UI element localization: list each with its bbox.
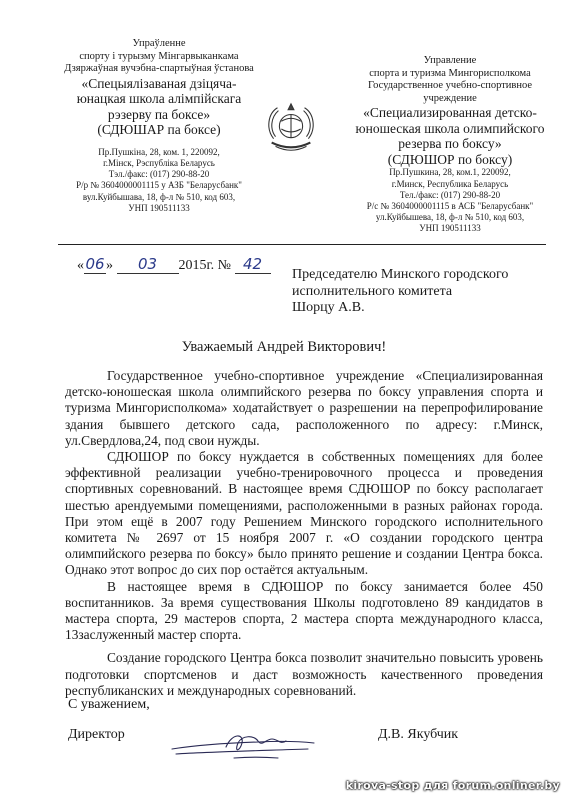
header-left-name1: «Спецыялізаваная дзіцяча- bbox=[81, 75, 237, 91]
header-right-line3: Государственное учебно-спортивное bbox=[367, 80, 533, 92]
closing-phrase: С уважением, bbox=[68, 697, 150, 712]
document-number: 42 bbox=[235, 255, 271, 274]
header-left-line2: спорту і турызму Мінгарвыканкама bbox=[79, 50, 239, 62]
header-left-addr2: г.Мінск, Рэспубліка Беларусь bbox=[103, 157, 215, 168]
letter-body bbox=[65, 368, 543, 699]
date-year: 2015г. № bbox=[178, 258, 232, 273]
header-right-unp: УНП 190511133 bbox=[419, 223, 481, 234]
date-close-quote: » bbox=[106, 258, 113, 273]
header-right-line1: Управление bbox=[423, 55, 477, 66]
header-right-abbr: (СДЮШОР по боксу) bbox=[387, 151, 513, 167]
header-right-line2: спорта и туризма Мингорисполкома bbox=[369, 67, 531, 79]
date-day: 06 bbox=[85, 255, 105, 273]
addressee-block bbox=[292, 267, 508, 317]
header-left-abbr: (СДЮШАР па боксе) bbox=[97, 122, 221, 138]
addressee-line2: исполнительного комитета bbox=[292, 283, 453, 299]
date-month: 03 bbox=[117, 255, 179, 274]
paragraph-4: Создание городского Центра бокса позволит значительно повысить уровень подготовки спортсменов и даст возможность качественного проведения республиканских и международных соревнований. bbox=[65, 650, 543, 698]
header-left-unp: УНП 190511133 bbox=[128, 202, 190, 213]
header-left-line1: Упраўленне bbox=[132, 38, 186, 49]
handwritten-signature bbox=[168, 727, 318, 767]
header-left-name2: юнацкая школа алімпійскага bbox=[76, 91, 242, 107]
document-date-number bbox=[77, 255, 271, 274]
header-left-bank2: вул.Куйбышава, 18, ф-л № 510, код 603, bbox=[82, 191, 236, 202]
addressee-line1: Председателю Минского городского bbox=[292, 267, 509, 282]
addressee-line3: Шорцу А.В. bbox=[292, 300, 365, 315]
header-left-addr1: Пр.Пушкіна, 28, ком. 1, 220092, bbox=[98, 146, 220, 157]
header-right-bank2: ул.Куйбышева, 18, ф-л № 510, код 603, bbox=[375, 212, 525, 223]
header-right-tel: Тел./факс: (017) 290-88-20 bbox=[399, 189, 501, 200]
signer-role: Директор bbox=[68, 727, 125, 742]
paragraph-3: В настоящее время в СДЮШОР по боксу занимается более 450 воспитанников. За время существования Школы подготовлено 89 кандидатов в мастера спорта, 29 мастеров спорта, 2 мастера спорта международного класса, 13заслуженный мастер спорта. bbox=[65, 578, 543, 643]
header-right-name1: «Специализированная детско- bbox=[363, 105, 537, 121]
salutation: Уважаемый Андрей Викторович! bbox=[181, 339, 387, 355]
header-left-bank1: Р/р № 3604000001115 у АЗБ "Беларусбанк" bbox=[76, 180, 242, 191]
header-left-tel: Тэл./факс: (017) 290-88-20 bbox=[108, 169, 210, 180]
header-right-russian bbox=[345, 55, 555, 235]
header-left-name3: рэзерву па боксе» bbox=[107, 106, 211, 122]
date-open-quote: « bbox=[77, 258, 84, 273]
header-left-line3: Дзяржаўная вучэбна-спартыўная ўстанова bbox=[64, 63, 254, 75]
header-left-belarusian bbox=[60, 38, 258, 214]
forum-watermark: kirova-stop для forum.onliner.by bbox=[345, 779, 560, 792]
header-right-line4: учреждение bbox=[423, 92, 477, 104]
header-right-name3: резерва по боксу» bbox=[398, 136, 502, 152]
header-right-name2: юношеская школа олимпийского bbox=[355, 120, 545, 136]
header-right-addr2: г.Минск, Республика Беларусь bbox=[391, 178, 509, 189]
header-right-bank1: Р/с № 3604000001115 в АСБ "Беларусбанк" bbox=[366, 200, 534, 211]
signer-name: Д.В. Якубчик bbox=[378, 727, 459, 742]
state-emblem-icon bbox=[262, 100, 320, 158]
header-right-addr1: Пр.Пушкина, 28, ком.1, 220092, bbox=[389, 167, 511, 178]
header-divider bbox=[58, 244, 546, 245]
paragraph-1: Государственное учебно-спортивное учреждение «Специализированная детско-юношеская школа олимпийского резерва по боксу управления спорта и туризма Мингорисполкома» ходатайствует о разрешении на перепрофилирование здания бывшего детского сада, расположенного по адресу: г.Минск, ул.Свердлова,24, под свои нужды. bbox=[65, 368, 543, 448]
paragraph-2: СДЮШОР по боксу нуждается в собственных помещениях для более эффективной реализации учебно-тренировочного процесса и проведения спортивных соревнований. В настоящее время СДЮШОР по боксу располагает шестью арендуемыми помещениями, расположенными в разных районах города. При этом ещё в 2007 году Решением Минского городского исполнительного комитета № 2697 от 15 ноября 2007 г. «О создании городского центра олимпийского резерва по боксу» было принято решение и создании Центра бокса. Однако этот вопрос до сих пор остаётся актуальным. bbox=[65, 449, 543, 578]
